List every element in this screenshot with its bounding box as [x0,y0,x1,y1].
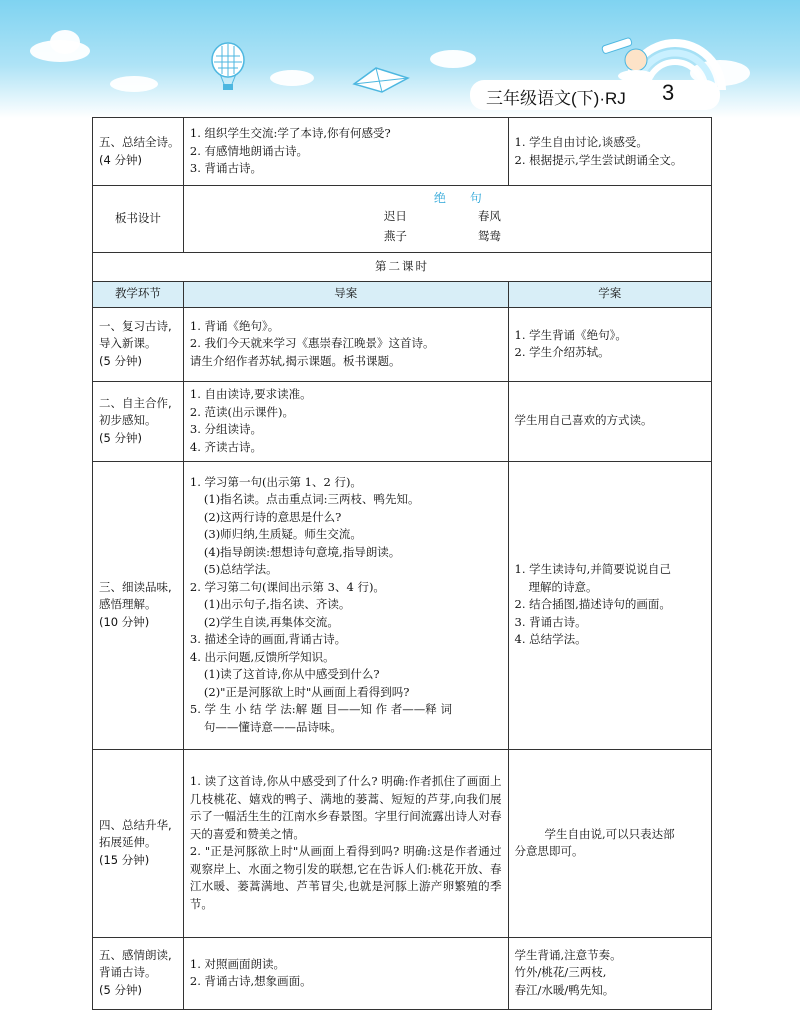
study-cell: 学生用自己喜欢的方式读。 [508,381,711,461]
column-header: 学案 [508,281,711,307]
guide-cell: 1. 自由读诗,要求读准。 2. 范读(出示课件)。 3. 分组读诗。 4. 齐读古诗。 [183,381,508,461]
study-cell: 学生自由说,可以只表达部 分意思即可。 [508,749,711,937]
study-cell: 1. 学生背诵《绝句》。 2. 学生介绍苏轼。 [508,307,711,381]
study-cell: 1. 学生自由讨论,谈感受。 2. 根据提示,学生尝试朗诵全文。 [508,118,711,186]
study-cell: 学生背诵,注意节奏。 竹外/桃花/三两枝, 春江/水暖/鸭先知。 [508,937,711,1009]
board-word: 燕子 [383,229,407,243]
table-row [93,186,712,253]
guide-cell: 1. 组织学生交流:学了本诗,你有何感受? 2. 有感情地朗诵古诗。 3. 背诵古诗。 [183,118,508,186]
board-word: 春风 [477,209,501,223]
column-header: 教学环节 [93,281,184,307]
guide-cell: 1. 背诵《绝句》。 2. 我们今天就来学习《惠崇春江晚景》这首诗。 请生介绍作者苏轼,揭示课题。板书课题。 [183,307,508,381]
stage-cell: 三、细读品味, 感悟理解。 (10 分钟) [93,461,184,749]
table-row [93,253,712,282]
table-row [93,118,712,186]
table-row [93,749,712,937]
table-header-row [93,281,712,307]
guide-cell: 1. 读了这首诗,你从中感受到了什么? 明确:作者抓住了画面上几枝桃花、嬉戏的鸭子、满地的蒌蒿、短短的芦芽,向我们展示了一幅活生生的江南水乡春景图。字里行间流露出诗人对春天的喜爱和赞美之情。 2. "正是河豚欲上时"从画面上看得到吗? 明确:这是作者通过观察岸上、水面之物引发的联想,它在告诉人们:桃花开放、春江水暖、蒌蒿满地、芦苇冒尖,也就是河豚上游产卵繁殖的季节。 [183,749,508,937]
poem-title: 绝 句 [433,191,492,205]
stage-cell: 五、总结全诗。 (4 分钟) [93,118,184,186]
stage-cell: 四、总结升华, 拓展延伸。 (15 分钟) [93,749,184,937]
board-design [183,186,711,253]
board-label: 板书设计 [93,186,184,253]
cloud-decoration [110,76,158,92]
table-row [93,937,712,1009]
column-header: 导案 [183,281,508,307]
child-with-telescope-icon [600,30,656,82]
kite-icon [352,62,410,102]
stage-cell: 二、自主合作, 初步感知。 (5 分钟) [93,381,184,461]
hot-air-balloon-icon [206,42,250,92]
lesson-plan-table [92,117,712,1010]
study-cell: 1. 学生读诗句,并简要说说自己 理解的诗意。 2. 结合插图,描述诗句的画面。 3. 背诵古诗。 4. 总结学法。 [508,461,711,749]
board-word: 迟日 [383,209,407,223]
cloud-decoration [50,30,80,54]
lesson-title: 第二课时 [93,253,712,282]
book-title: 三年级语文(下)·RJ [486,89,626,108]
cloud-decoration [430,50,476,68]
board-word: 鸳鸯 [477,229,501,243]
guide-cell: 1. 对照画面朗读。 2. 背诵古诗,想象画面。 [183,937,508,1009]
stage-cell: 五、感情朗读, 背诵古诗。 (5 分钟) [93,937,184,1009]
page-number: 3 [662,80,675,105]
cloud-decoration [270,70,314,86]
table-row [93,381,712,461]
table-row [93,307,712,381]
stage-cell: 一、复习古诗, 导入新课。 (5 分钟) [93,307,184,381]
guide-cell: 1. 学习第一句(出示第 1、2 行)。 (1)指名读。点击重点词:三两枝、鸭先知。 (2)这两行诗的意思是什么? (3)师归纳,生质疑。师生交流。 (4)指导朗读:想想诗句意境,指导朗读。 (5)总结学法。 2. 学习第二句(课间出示第 3、4 行)。 (1)出示句子,指名读、齐读。 (2)学生自读,再集体交流。 3. 描述全诗的画面,背诵古诗。 4. 出示问题,反馈所学知识。 (1)读了这首诗,你从中感受到什么? (2)"正是河豚欲上时"从画面上看得到吗? 5. 学 生 小 结 学 法:解 题 目——知 作 者——释 词 句——懂诗意——品诗味。 [183,461,508,749]
table-row [93,461,712,749]
